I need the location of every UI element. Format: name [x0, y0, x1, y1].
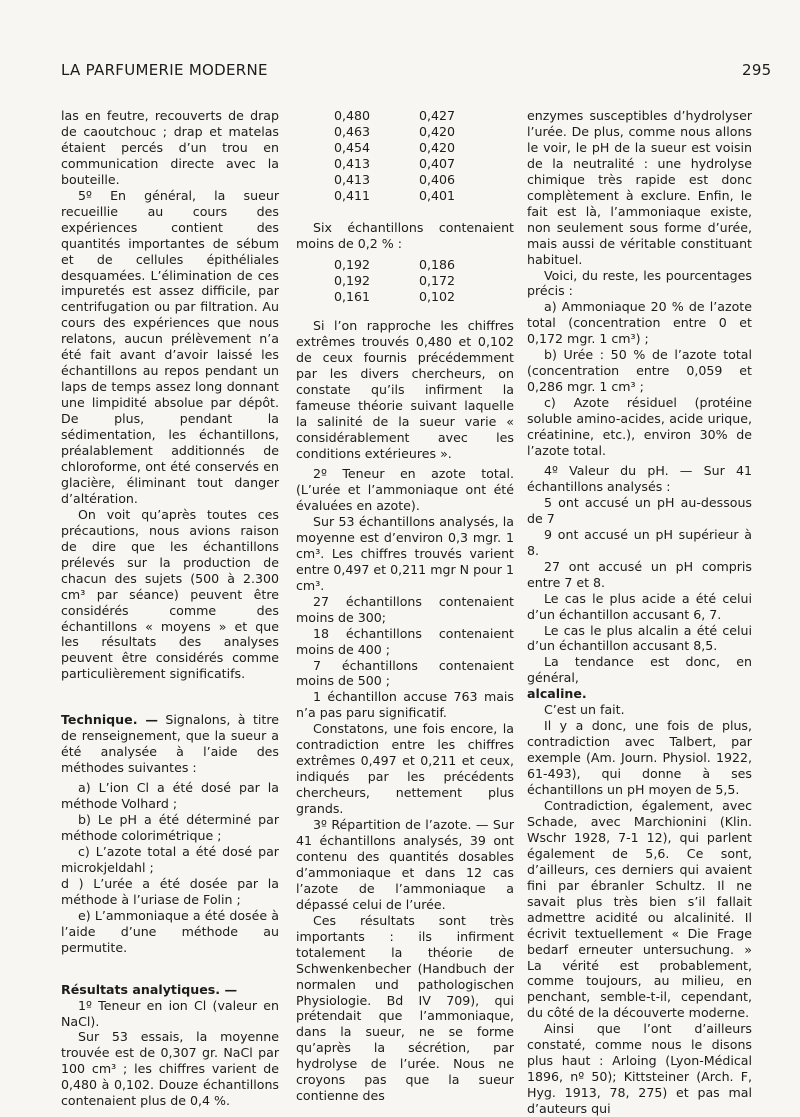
list-item: b) Urée : 50 % de l’azote total (concentration entre 0,059 et 0,286 mgr. 1 cm³ ;: [527, 347, 752, 395]
paragraph: 4º Valeur du pH. — Sur 41 échantillons analysés :: [527, 462, 752, 494]
table-row: [334, 273, 514, 289]
paragraph: 27 échantillons contenaient moins de 300;: [296, 593, 514, 625]
values-table-1: [334, 108, 514, 204]
paragraph: Si l’on rapproche les chiffres extrêmes trouvés 0,480 et 0,102 de ceux fournis précédemment par les divers chercheurs, on constate qu’ils infirment la fameuse théorie suivant laquelle la salinité de la sueur varie « considérablement avec les conditions extérieures ».: [296, 318, 514, 462]
technique-paragraph: [61, 712, 279, 776]
table-row: [334, 188, 514, 204]
method-item-b: b) Le pH a été déterminé par méthode colorimétrique ;: [61, 812, 279, 843]
table-cell: 0,102: [419, 288, 456, 304]
paragraph: 18 échantillons contenaient moins de 400 ;: [296, 625, 514, 657]
table-row: [334, 108, 514, 124]
paragraph: enzymes susceptibles d’hydrolyser l’urée. De plus, comme nous allons le voir, le pH de la sueur est voisin de la neutralité : une hydrolyse chimique très rapide est donc complètement à exclure. Enfin, le fait est là, l’ammoniaque existe, non seulement sous forme d’urée, mais aussi de véritable constituant habituel.: [527, 108, 752, 267]
list-item: 5 ont accusé un pH au-dessous de 7: [527, 494, 752, 526]
table-cell: 0,406: [419, 171, 456, 187]
table-cell: 0,480: [334, 108, 371, 123]
paragraph: Sur 53 essais, la moyenne trouvée est de 0,307 gr. NaCl par 100 cm³ ; les chiffres varient de 0,480 à 0,102. Douze échantillons contenaient plus de 0,4 %.: [61, 1029, 279, 1109]
paragraph: Contradiction, également, avec Schade, avec Marchionini (Klin. Wschr 1928, 7-1 12), qui parlent également de 5,6. Ce sont, d’ailleurs, ces derniers qui avaient fini par ébranler Schultz. Il ne savait plus très bien s’il fallait admettre acidité ou alcalinité. Il écrivit textuellement « Die Frage bedarf erneuter untersuchung. » La vérité est probablement, comme toujours, au milieu, en penchant, semble-t-il, cependant, du côté de la découverte moderne.: [527, 797, 752, 1021]
table-row: [334, 156, 514, 172]
paragraph: las en feutre, recouverts de drap de caoutchouc ; drap et matelas étaient percés d’un trou en communication directe avec la bouteille.: [61, 108, 279, 187]
paragraph: 3º Répartition de l’azote. — Sur 41 échantillons analysés, 39 ont contenu des quantités dosables d’ammoniaque et dans 12 cas l’azote de l’ammoniaque a dépassé celui de l’urée.: [296, 817, 514, 912]
table-cell: 0,161: [334, 288, 371, 304]
paragraph: 5º En général, la sueur recueillie au cours des expériences contient des quantités importantes de sébum et de cellules épithéliales desquamées. L’élimination de ces impuretés est assez difficile, par centrifugation ou par filtration. Au cours des expériences que nous relatons, aucun prélèvement n’a été fait avant d’avoir laissé les échantillons au repos pendant un laps de temps assez long donnant une limpidité absolue par dépôt. De plus, pendant la sédimentation, les échantillons, préalablement additionnés de chloroforme, ont été conservés en glacière, éliminant tout danger d’altération.: [61, 187, 279, 506]
paragraph: Ces résultats sont très importants : ils infirment totalement la théorie de Schwenkenbecher (Handbuch der normalen und pathologischen Physiologie. Bd IV 709), qui prétendait que l’ammoniaque, dans la sueur, ne se forme qu’après la sécrétion, par hydrolyse de l’urée. Nous ne croyons pas que la sueur contienne des: [296, 912, 514, 1104]
list-item: 9 ont accusé un pH supérieur à 8.: [527, 526, 752, 558]
table-cell: 0,401: [419, 187, 456, 203]
paragraph: Six échantillons contenaient moins de 0,2 % :: [296, 219, 514, 251]
table-cell: 0,411: [334, 187, 371, 203]
method-item-d: d ) L’urée a été dosée par la méthode à l’uriase de Folin ;: [61, 875, 279, 907]
paragraph: 1º Teneur en ion Cl (valeur en NaCl).: [61, 997, 279, 1029]
method-item-a: a) L’ion Cl a été dosé par la méthode Volhard ;: [61, 780, 279, 812]
paragraph: Sur 53 échantillons analysés, la moyenne est d’environ 0,3 mgr. 1 cm³. Les chiffres trouvés varient entre 0,497 et 0,211 mgr N pour 1 cm³.: [296, 513, 514, 593]
paragraph: Ainsi que l’ont d’ailleurs constaté, comme nous le disons plus haut : Arloing (Lyon-Médical 1896, nº 50); Kittsteiner (Arch. F, Hyg. 1913, 78, 275) et pas mal d’auteurs qui: [527, 1021, 752, 1117]
table-row: [334, 172, 514, 188]
table-cell: 0,463: [334, 123, 371, 139]
table-row: [334, 124, 514, 140]
paragraph: 1 échantillon accuse 763 mais n’a pas paru significatif.: [296, 689, 514, 721]
paragraph: C’est un fait.: [544, 702, 625, 718]
paragraph: Constatons, une fois encore, la contradiction entre les chiffres extrêmes 0,497 et 0,211 et ceux, indiqués par les précédents chercheurs, nettement plus grands.: [296, 721, 514, 817]
paragraph: Le cas le plus acide a été celui d’un échantillon accusant 6, 7.: [527, 590, 752, 622]
table-cell: 0,420: [419, 139, 456, 155]
list-item: c) Azote résiduel (protéine soluble amino-acides, acide urique, créatinine, etc.), environ 30% de l’azote total.: [527, 395, 752, 459]
resultats-heading: Résultats analytiques. —: [61, 981, 238, 997]
table-cell: 0,186: [419, 256, 456, 272]
table-row: [334, 289, 514, 305]
table-cell: 0,427: [419, 108, 456, 123]
column-3: [527, 108, 752, 1117]
page-number: 295: [742, 61, 772, 79]
paragraph: La tendance est donc, en général,: [527, 654, 752, 686]
paragraph: Voici, du reste, les pourcentages précis :: [527, 267, 752, 299]
values-table-2: [334, 257, 514, 305]
table-cell: 0,192: [334, 256, 371, 272]
alcaline-emphasis: alcaline.: [527, 686, 587, 702]
table-cell: 0,454: [334, 139, 371, 155]
method-item-c: c) L’azote total a été dosé par microkjeldahl ;: [61, 843, 279, 875]
technique-intro: Signalons, à titre de renseignement, que la sueur a été analysée à l’aide des méthodes suivantes :: [61, 712, 279, 776]
table-cell: 0,172: [419, 272, 456, 288]
paragraph: Le cas le plus alcalin a été celui d’un échantillon accusant 8,5.: [527, 622, 752, 654]
column-2: [296, 108, 514, 1104]
technique-heading: Technique. —: [61, 712, 158, 728]
table-cell: 0,192: [334, 272, 371, 288]
table-cell: 0,413: [334, 171, 371, 187]
table-row: [334, 140, 514, 156]
running-header: LA PARFUMERIE MODERNE: [61, 61, 268, 79]
table-row: [334, 257, 514, 273]
paragraph: 7 échantillons contenaient moins de 500 ;: [296, 657, 514, 689]
list-item: a) Ammoniaque 20 % de l’azote total (concentration entre 0 et 0,172 mgr. 1 cm³) ;: [527, 299, 752, 347]
paragraph: Il y a donc, une fois de plus, contradiction avec Talbert, par exemple (Am. Journ. Physiol. 1922, 61-493), qui donne à ses échantillons un pH moyen de 5,5.: [527, 718, 752, 798]
table-cell: 0,420: [419, 123, 456, 139]
method-item-e: e) L’ammoniaque a été dosée à l’aide d’une méthode au permutite.: [61, 907, 279, 955]
paragraph: 2º Teneur en azote total. (L’urée et l’ammoniaque ont été évaluées en azote).: [296, 466, 514, 513]
table-cell: 0,407: [419, 155, 456, 171]
column-1: [61, 108, 279, 1109]
list-item: 27 ont accusé un pH compris entre 7 et 8.: [527, 558, 752, 590]
paragraph: On voit qu’après toutes ces précautions, nous avions raison de dire que les échantillons prélevés sur la production de chacun des sujets (500 à 2.300 cm³ par séance) peuvent être considérés comme des échantillons « moyens » et que les résultats des analyses peuvent être considérés comme particulièrement significatifs.: [61, 506, 279, 682]
table-cell: 0,413: [334, 155, 371, 171]
